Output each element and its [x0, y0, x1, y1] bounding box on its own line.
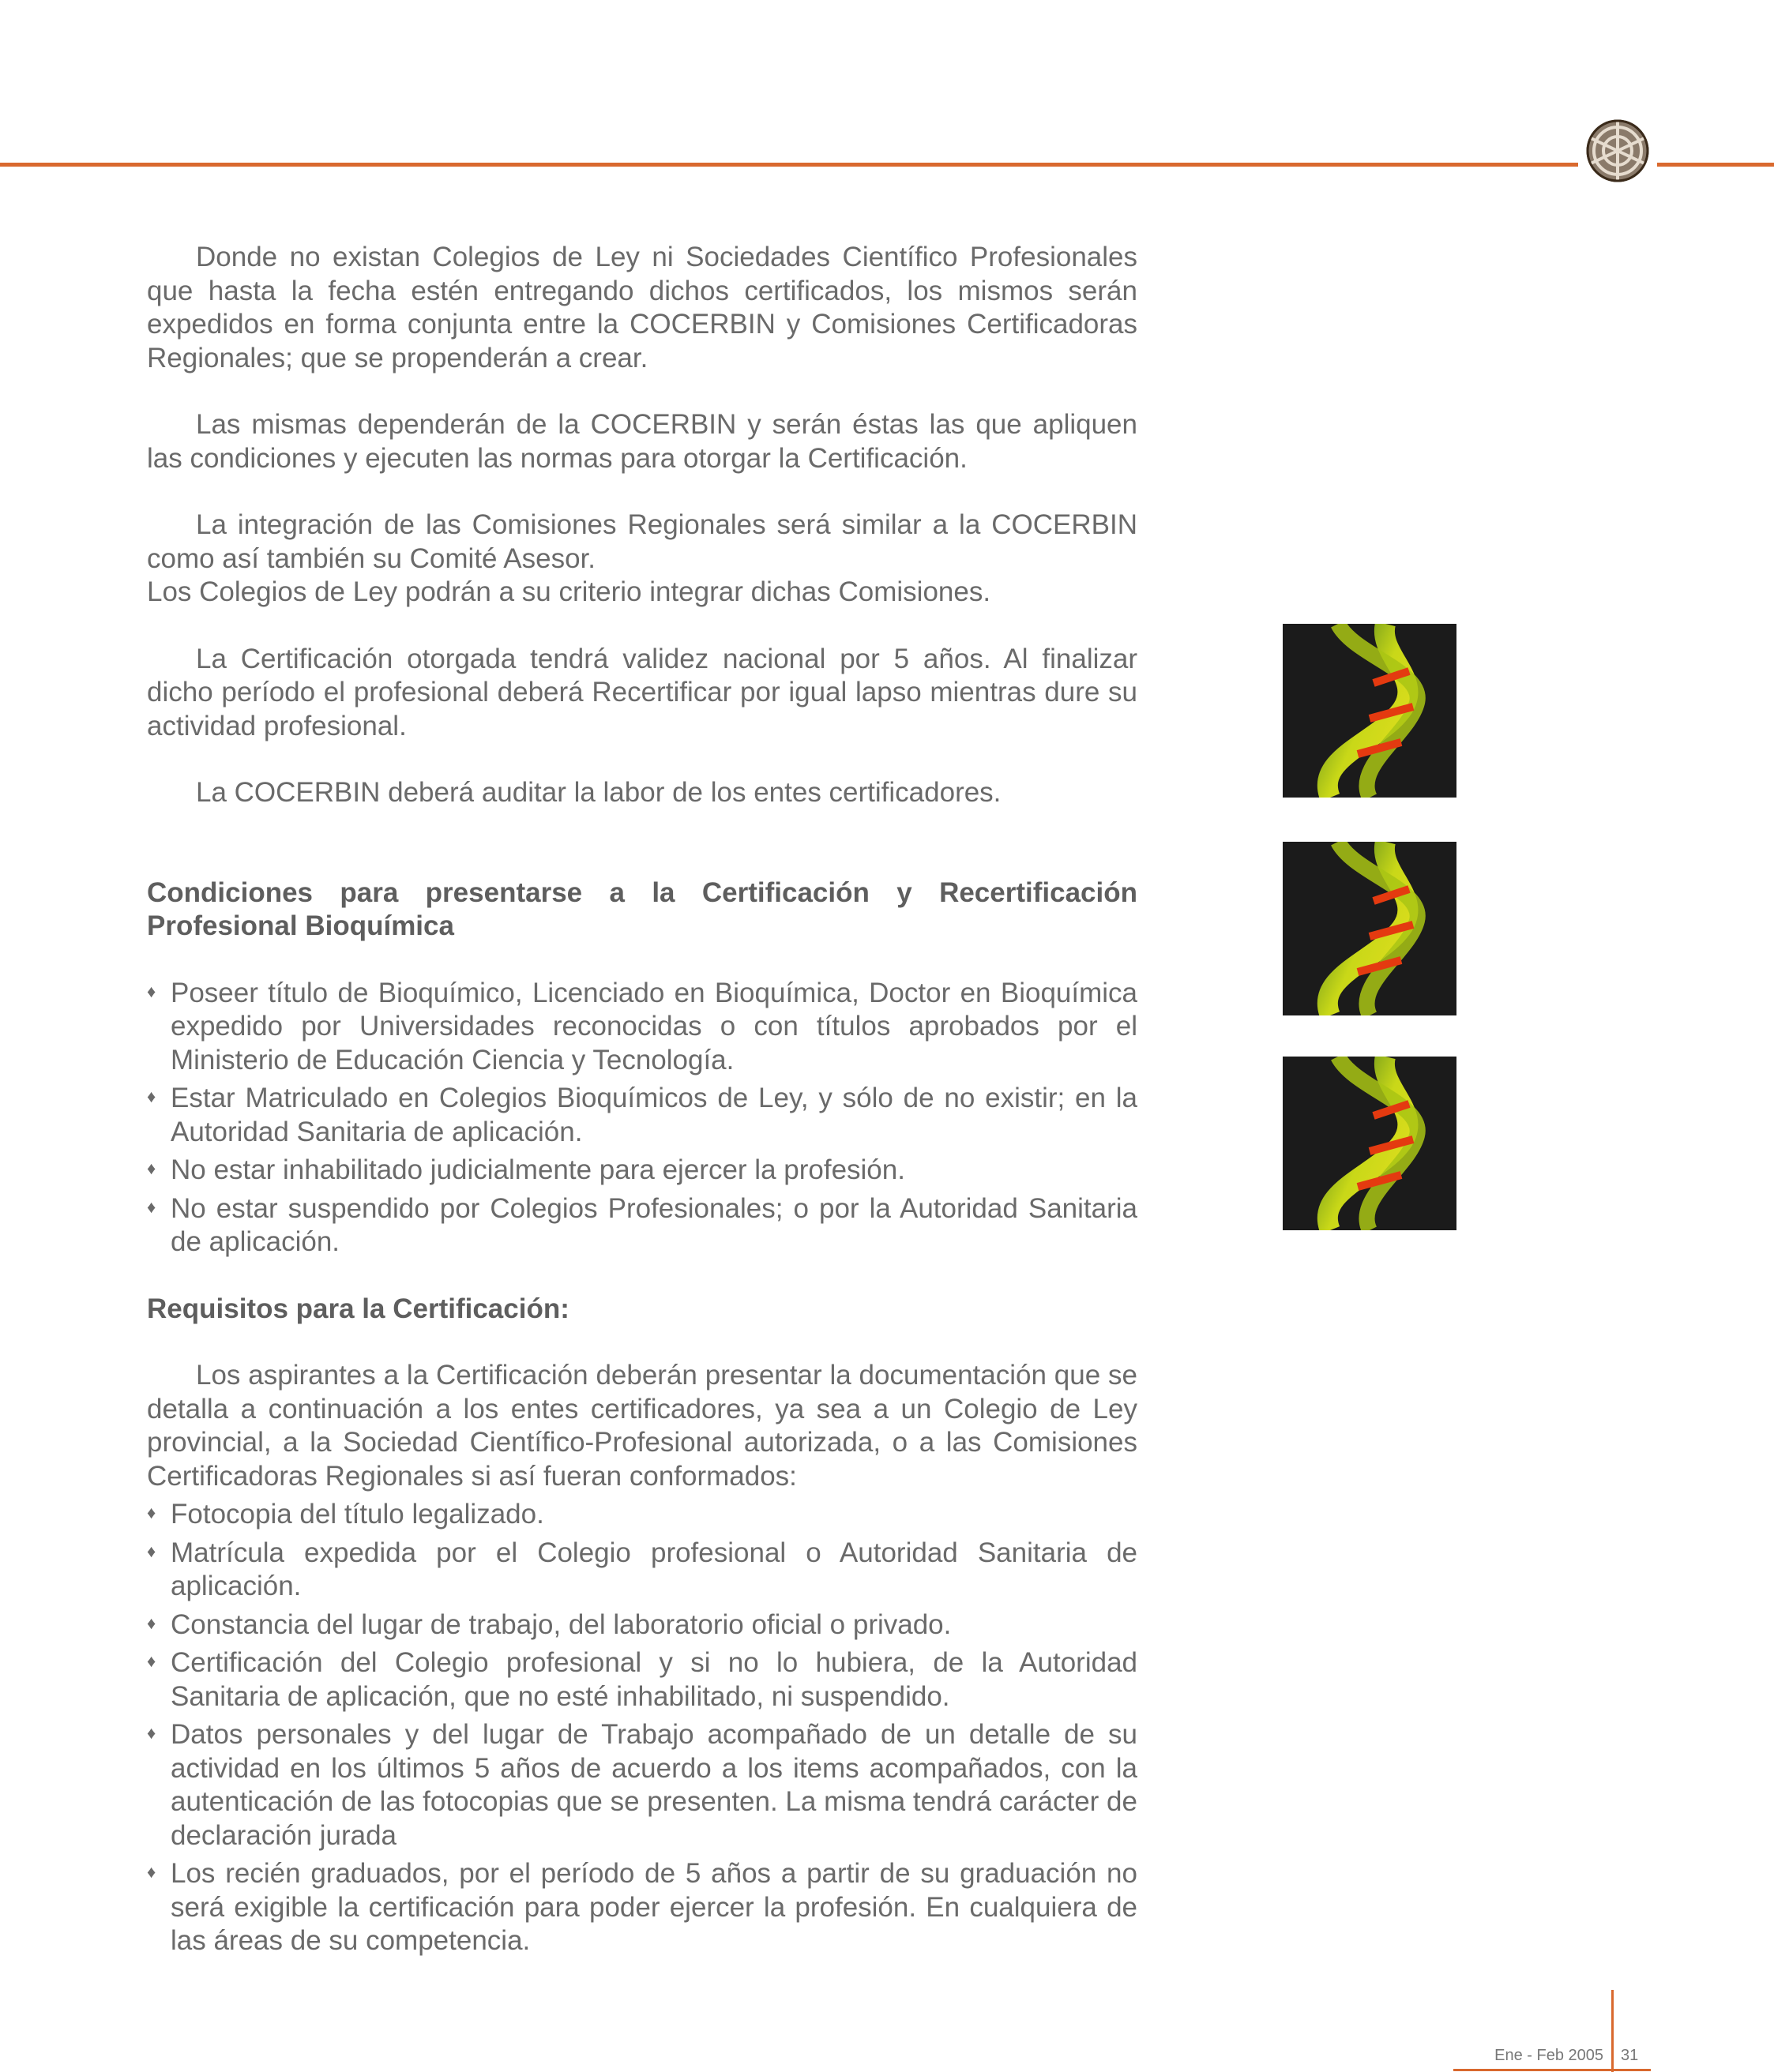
list-item: ♦ No estar suspendido por Colegios Profesionales; o por la Autoridad Sanitaria de aplicación.: [147, 1192, 1137, 1259]
paragraph: Donde no existan Colegios de Ley ni Sociedades Científico Profesionales que hasta la fecha estén entregando dichos certificados, los mismos serán expedidos en forma conjunta entre la COCERBIN y Comisiones Certificadoras Regionales; que se propenderán a crear.: [147, 242, 1137, 373]
list-item: ♦ Matrícula expedida por el Colegio profesional o Autoridad Sanitaria de aplicación.: [147, 1537, 1137, 1604]
dna-helix-photo: [1283, 624, 1456, 798]
paragraph: Los aspirantes a la Certificación deberán presentar la documentación que se detalla a continuación a los entes certificadores, ya sea a un Colegio de Ley provincial, a la Sociedad Científico-Profesional autorizada, o a las Comisiones Certificadoras Regionales si así fueran conformados:: [147, 1360, 1137, 1492]
conditions-list: [147, 977, 1137, 1259]
paragraph: La Certificación otorgada tendrá validez nacional por 5 años. Al finalizar dicho período el profesional deberá Recertificar por igual lapso mientras dure su actividad profesional.: [147, 643, 1137, 741]
list-item: ♦ No estar inhabilitado judicialmente para ejercer la profesión.: [147, 1154, 1137, 1188]
list-item: ♦ Estar Matriculado en Colegios Bioquímicos de Ley, y sólo de no existir; en la Autoridad Sanitaria de aplicación.: [147, 1082, 1137, 1149]
fullerene-molecule-icon: [1578, 115, 1657, 186]
footer-rule-horizontal: [1453, 2069, 1651, 2071]
article-body: [147, 241, 1137, 1958]
list-item: ♦ Datos personales y del lugar de Trabajo acompañado de un detalle de su actividad en los últimos 5 años de acuerdo a los items acompañados, con la autenticación de las fotocopias que se presenten. La misma tendrá carácter de declaración jurada: [147, 1718, 1137, 1852]
footer-rule-vertical: [1611, 1990, 1614, 2072]
paragraph: La COCERBIN deberá auditar la labor de los entes certificadores.: [196, 777, 1002, 808]
page-number: 31: [1621, 2047, 1639, 2064]
list-item: ♦ Constancia del lugar de trabajo, del laboratorio oficial o privado.: [147, 1608, 1137, 1642]
list-item: ♦ Certificación del Colegio profesional y si no lo hubiera, de la Autoridad Sanitaria de aplicación, que no esté inhabilitado, ni suspendido.: [147, 1646, 1137, 1714]
paragraph: Las mismas dependerán de la COCERBIN y serán éstas las que apliquen las condiciones y ejecuten las normas para otorgar la Certificación.: [147, 409, 1137, 474]
dna-helix-photo: [1283, 1057, 1456, 1230]
issue-date: Ene - Feb 2005: [1494, 2047, 1603, 2064]
section-heading-requirements: Requisitos para la Certificación:: [147, 1293, 569, 1324]
section-heading-conditions: Condiciones para presentarse a la Certificación y Recertificación Profesional Bioquímica: [147, 876, 1137, 941]
paragraph: La integración de las Comisiones Regionales será similar a la COCERBIN como así también su Comité Asesor.: [147, 509, 1137, 574]
paragraph: Los Colegios de Ley podrán a su criterio integrar dichas Comisiones.: [147, 576, 991, 607]
dna-helix-photo: [1283, 842, 1456, 1015]
list-item: ♦ Los recién graduados, por el período de 5 años a partir de su graduación no será exigible la certificación para poder ejercer la profesión. En cualquiera de las áreas de su competencia.: [147, 1857, 1137, 1958]
list-item: ♦ Poseer título de Bioquímico, Licenciado en Bioquímica, Doctor en Bioquímica expedido por Universidades reconocidas o con títulos aprobados por el Ministerio de Educación Ciencia y Tecnología.: [147, 977, 1137, 1078]
requirements-list: [147, 1498, 1137, 1958]
list-item: ♦ Fotocopia del título legalizado.: [147, 1498, 1137, 1532]
header-rule: [0, 163, 1774, 167]
